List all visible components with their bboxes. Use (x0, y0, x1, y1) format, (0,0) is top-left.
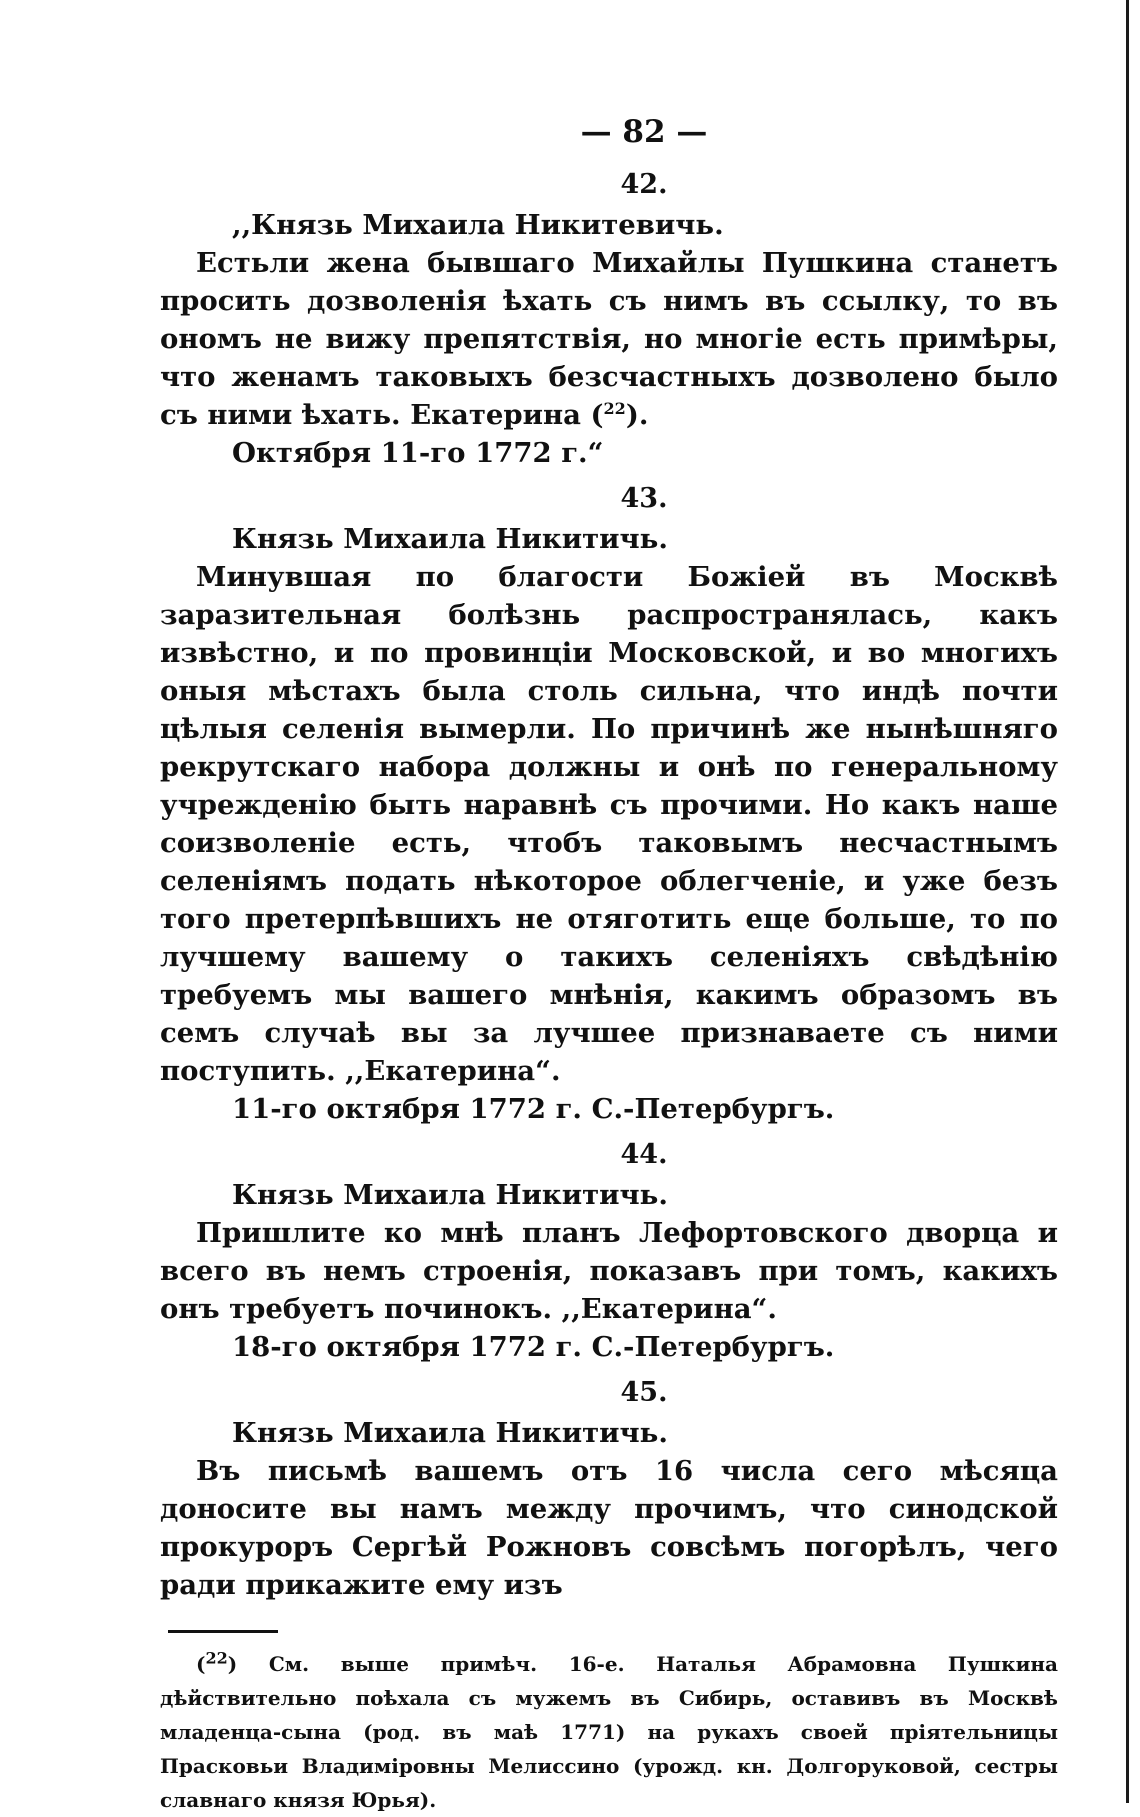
letter-number: 44. (620, 1139, 668, 1170)
letter-body: Естьли жена бывшаго Михайлы Пушкина станетъ просить дозволенія ѣхать съ нимъ въ ссылку, то въ ономъ не вижу препятствія, но многіе есть примѣры, что женамъ таковыхъ безсчастныхъ дозволено было съ ними ѣхать. Екатерина ($^{22}$). (160, 247, 1058, 431)
letter-date: 18-го октября 1772 г. С.-Петербургъ. (232, 1331, 835, 1363)
letter-body-end: ). (625, 399, 649, 431)
letter-number: 45. (620, 1377, 668, 1408)
letter-body: Въ письмѣ вашемъ отъ 16 числа сего мѣсяца доносите вы намъ между прочимъ, что синодской прокуроръ Сергѣй Рожновъ совсѣмъ погорѣлъ, чего ради прикажите ему изъ (160, 1455, 1058, 1601)
letter-42 (160, 166, 1058, 472)
letter-date: Октября 11-го 1772 г.“ (232, 437, 604, 469)
page-number: — 82 — (580, 114, 708, 150)
footnote-ref: 22 (603, 398, 626, 418)
letter-date: 11-го октября 1772 г. С.-Петербургъ. (232, 1093, 835, 1125)
footnote-separator (168, 1630, 278, 1633)
letter-address: Князь Михаила Никитичь. (232, 1417, 668, 1449)
letter-address: Князь Михаила Никитичь. (232, 523, 668, 555)
footnote-mark: 22 (205, 1648, 228, 1668)
letter-45 (160, 1374, 1058, 1604)
page (160, 112, 1058, 1817)
letter-body: Пришлите ко мнѣ планъ Лефортовского дворца и всего въ немъ строенія, показавъ при томъ, какихъ онъ требуетъ починокъ. ,,Екатерина“. (160, 1217, 1058, 1325)
letter-address: Князь Михаила Никитичь. (232, 1179, 668, 1211)
letter-44 (160, 1136, 1058, 1366)
letter-address: ,,Князь Михаила Никитевичь. (232, 209, 724, 241)
letter-number: 42. (620, 169, 668, 200)
footnote-text: ) См. выше примѣч. 16-е. Наталья Абрамовна Пушкина дѣйствительно поѣхала съ мужемъ въ Сибирь, оставивъ въ Москвѣ младенца-сына (род. въ маѣ 1771) на рукахъ своей пріятельницы Прасковьи Владиміровны Мелиссино (урожд. кн. Долгоруковой, сестры славнаго князя Юрья). (160, 1652, 1058, 1812)
page-edge-line (1126, 0, 1129, 1803)
letter-body: Минувшая по благости Божіей въ Москвѣ заразительная болѣзнь распространялась, какъ извѣстно, и по провинціи Московской, и во многихъ оныя мѣстахъ была столь сильна, что индѣ почти цѣлыя селенія вымерли. По причинѣ же нынѣшняго рекрутскаго набора должны и онѣ по генеральному учрежденію быть наравнѣ съ прочими. Но какъ наше соизволеніе есть, чтобъ таковымъ несчастнымъ селеніямъ подать нѣкоторое облегченіе, и уже безъ того претерпѣвшихъ не отяготить еще больше, то по лучшему вашему о такихъ селеніяхъ свѣдѣнію требуемъ мы вашего мнѣнія, какимъ образомъ въ семъ случаѣ вы за лучшее признаваете съ ними поступить. ,,Екатерина“. (160, 561, 1058, 1087)
letter-43 (160, 480, 1058, 1128)
letter-number: 43. (620, 483, 668, 514)
footnote: ($^{22}$) См. выше примѣч. 16-е. Наталья Абрамовна Пушкина дѣйствительно поѣхала съ мужемъ въ Сибирь, оставивъ въ Москвѣ младенца-сына (род. въ маѣ 1771) на рукахъ своей пріятельницы Прасковьи Владиміровны Мелиссино (урожд. кн. Долгоруковой, сестры славнаго князя Юрья). (160, 1648, 1058, 1812)
letter-body-text: Естьли жена бывшаго Михайлы Пушкина станетъ просить дозволенія ѣхать съ нимъ въ ссылку, то въ ономъ не вижу препятствія, но многіе есть примѣры, что женамъ таковыхъ безсчастныхъ дозволено было съ ними ѣхать. Екатерина (160, 247, 1058, 431)
